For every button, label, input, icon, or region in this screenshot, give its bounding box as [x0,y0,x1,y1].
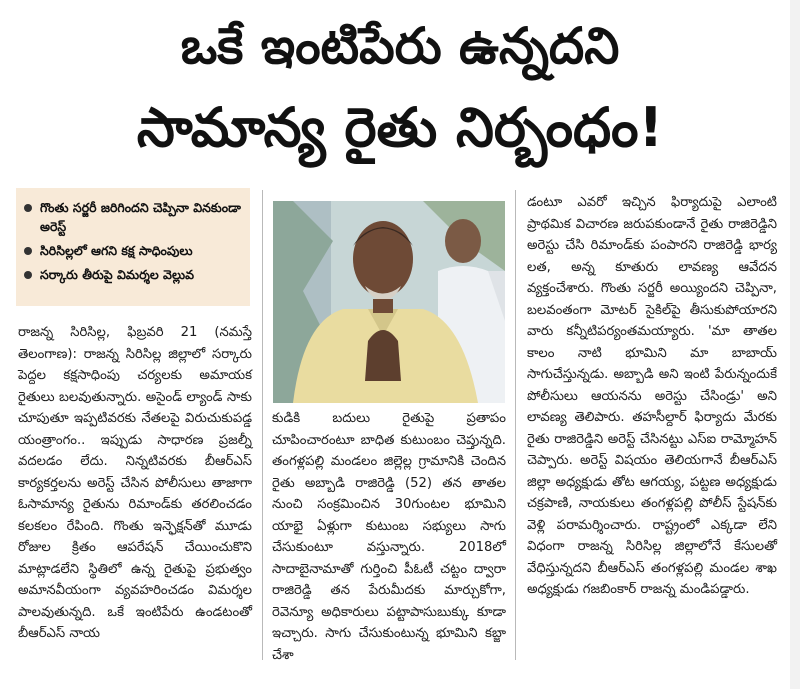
bullet-icon [24,204,32,212]
highlight-item [22,241,244,260]
article-column-3 [527,192,777,601]
bullet-icon [24,247,32,255]
highlight-text: సిరిసిల్లలో ఆగని కక్ష సాధింపులు [40,243,193,258]
highlight-text: గొంతు సర్జరీ జరిగిందని చెప్పినా వినకుండా అరెస్ట్ [40,200,241,234]
highlight-item [22,198,244,236]
headline-line-1: ఒకే ఇంటిపేరు ఉన్నదని [180,17,620,75]
article-column-1 [18,322,252,645]
article-text: రాజన్న సిరిసిల్ల, ఫిబ్రవరి 21 (నమస్తే తెలంగాణ): రాజన్న సిరిసిల్ల జిల్లాలో సర్కారు పెద్దల కక్షసాధింపు చర్యలకు అమాయక రైతులు బలవుతున్నారు. అసైండ్ ల్యాండ్ సాకు చూపుతూ ఇప్పటివరకు నేతలపై విరుచుకుపడ్డ యంత్రాంగం.. ఇప్పుడు సాధారణ ప్రజల్నీ వదలడం లేదు. నిన్నటివరకు బీఆర్ఎస్ కార్యకర్తలను అరెస్ట్ చేసిన పోలీసులు తాజాగా ఓసామాన్య రైతును రిమాండ్‌కు తరలించడం కలకలం రేపింది. గొంతు ఇన్ఫెక్షన్‌తో మూడు రోజుల క్రితం ఆపరేషన్ చేయించుకొని మాట్లాడలేని స్థితిలో ఉన్న రైతుపై ప్రభుత్వం అమానవీయంగా వ్యవహరించడం విమర్శల పాలవుతున్నది. ఒకే ఇంటిపేరు ఉండటంతో బీఆర్ఎస్ నాయ [18,325,252,641]
headline-line-2: సామాన్య రైతు నిర్బంధం! [136,96,664,159]
column-divider [515,190,516,660]
farmer-photo [273,201,505,403]
column-divider [262,190,263,660]
photo-illustration [273,201,505,403]
article-text: డంటూ ఎవరో ఇచ్చిన ఫిర్యాదుపై ఎలాంటి ప్రాథమిక విచారణ జరుపకుండానే రైతు రాజిరెడ్డిని అరెస్టు చేసి రిమాండ్‌కు పంపారని రాజిరెడ్డి భార్య లత, అన్న కూతురు లావణ్య ఆవేదన వ్యక్తంచేశారు. గొంతు సర్జరీ అయ్యిందని చెప్పినా, బలవంతంగా మోటర్ సైకిల్‌పై తీసుకుపోయారని వారు కన్నీటిపర్యంతమయ్యారు. 'మా తాతల కాలం నాటి భూమిని మా బాబాయ్ సాగుచేస్తున్నడు. అబ్బాడి అని ఇంటి పేరున్నందుకే పోలీసులు ఆయనను అరెస్టు చేసిండ్రు' అని లావణ్య తెలిపారు. తహసీల్దార్ ఫిర్యాదు మేరకు రైతు రాజిరెడ్డిని అరెస్ట్ చేసినట్టు ఎస్ఐ రామ్మోహన్ చెప్పారు. అరెస్ట్ విషయం తెలియగానే బీఆర్ఎస్ జిల్లా అధ్యక్షుడు తోట ఆగయ్య, పట్టణ అధ్యక్షుడు చక్రపాణి, నాయకులు తంగళ్లపల్లి పోలీస్ స్టేషన్‌కు వెళ్లి పరామర్శించారు. రాష్ట్రంలో ఎక్కడా లేని విధంగా రాజన్న సిరిసిల్ల జిల్లాలోనే కేసులతో వేధిస్తున్నదని బీఆర్ఎస్ తంగళ్లపల్లి మండల శాఖ అధ్యక్షుడు గజబింకార్ రాజన్న మండిపడ్డారు. [527,195,777,597]
bullet-icon [24,271,32,279]
highlight-text: సర్కారు తీరుపై విమర్శల వెల్లువ [40,267,195,282]
article-text: కుడికి బదులు రైతుపై ప్రతాపం చూపించారంటూ బాధిత కుటుంబం చెప్తున్నది. తంగళ్లపల్లి మండలం జిల్లెల్ల గ్రామానికి చెందిన రైతు అబ్బాడి రాజిరెడ్డి (52) తన తాతల నుంచి సంక్రమించిన 30గుంటల భూమిని యాభై ఏళ్లుగా కుటుంబ సభ్యులు సాగు చేసుకుంటూ వస్తున్నారు. 2018లో సాదాబైనామాతో గుర్తించి పీఓటీ చట్టం ద్వారా రాజిరెడ్డి తన పేరుమీదకు మార్చుకోగా, రెవెన్యూ అధికారులు పట్టాపాసుబుక్కు కూడా ఇచ్చారు. సాగు చేసుకుంటున్న భూమిని కబ్జా చేశా [272,411,506,663]
article-column-2 [272,408,506,666]
highlight-item [22,265,244,284]
highlights-box [16,188,250,306]
